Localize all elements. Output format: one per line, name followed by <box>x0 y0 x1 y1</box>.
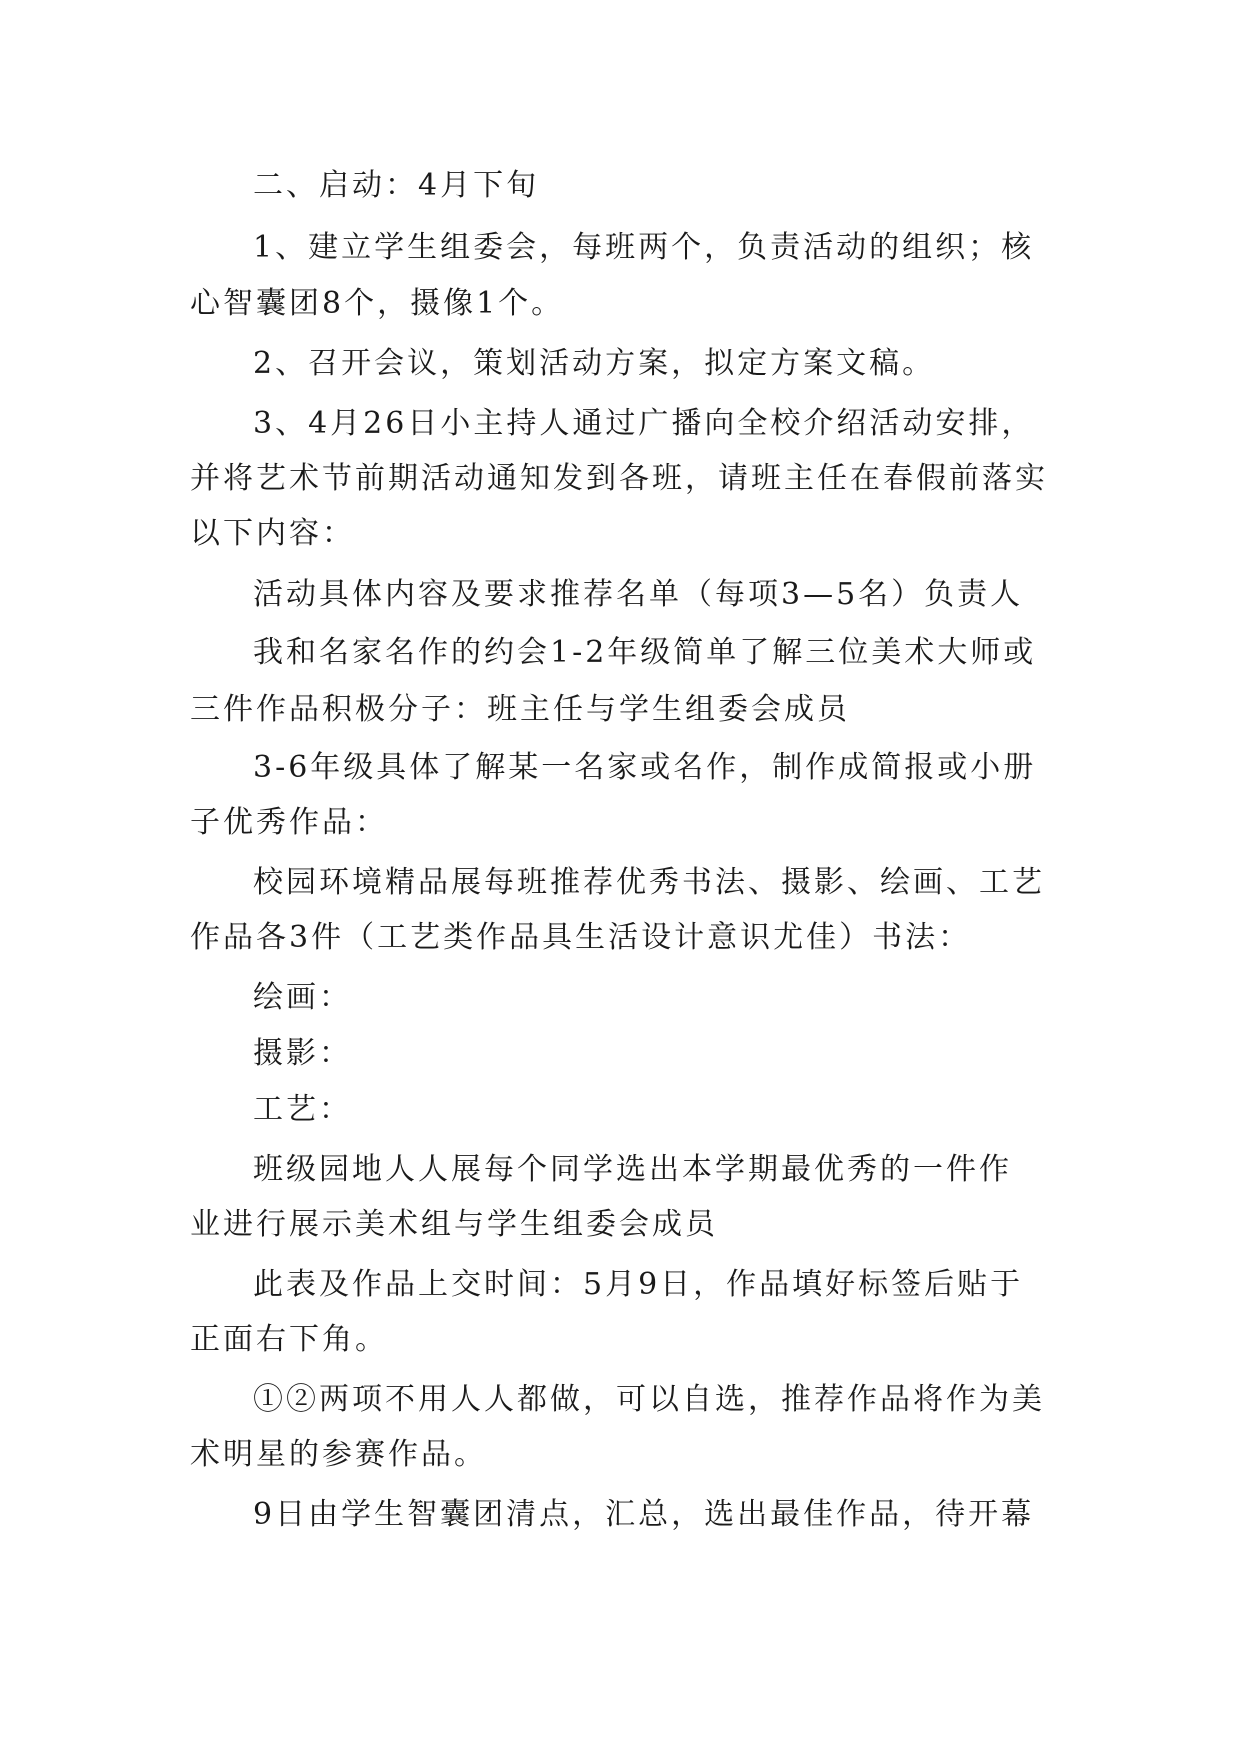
paragraph-line: 此表及作品上交时间：5月9日，作品填好标签后贴于 <box>253 1267 1024 1302</box>
paragraph-line: 摄影： <box>253 1036 352 1071</box>
paragraph-line: 1、建立学生组委会，每班两个，负责活动的组织；核 <box>253 230 1035 265</box>
paragraph-line: 三件作品积极分子：班主任与学生组委会成员 <box>190 692 850 727</box>
paragraph-line: 活动具体内容及要求推荐名单（每项3—5名）负责人 <box>253 577 1024 612</box>
paragraph-line: 3-6年级具体了解某一名家或名作，制作成简报或小册 <box>253 750 1037 785</box>
paragraph-line: 班级园地人人展每个同学选出本学期最优秀的一件作 <box>253 1152 1012 1187</box>
paragraph-line: 我和名家名作的约会1-2年级简单了解三位美术大师或 <box>253 635 1037 670</box>
paragraph-line: 子优秀作品： <box>190 805 388 840</box>
paragraph-line: 工艺： <box>253 1092 352 1127</box>
heading-start: 二、启动：4月下旬 <box>253 168 540 203</box>
paragraph-line: 9日由学生智囊团清点，汇总，选出最佳作品，待开幕 <box>253 1497 1035 1532</box>
paragraph-line: ①②两项不用人人都做，可以自选，推荐作品将作为美 <box>253 1382 1045 1417</box>
paragraph-line: 以下内容： <box>190 516 355 551</box>
paragraph-line: 绘画： <box>253 980 352 1015</box>
paragraph-line: 2、召开会议，策划活动方案，拟定方案文稿。 <box>253 346 936 381</box>
paragraph-line: 心智囊团8个，摄像1个。 <box>190 286 565 321</box>
paragraph-line: 校园环境精品展每班推荐优秀书法、摄影、绘画、工艺 <box>253 865 1045 900</box>
paragraph-line: 术明星的参赛作品。 <box>190 1437 487 1472</box>
paragraph-line: 正面右下角。 <box>190 1322 388 1357</box>
paragraph-line: 业进行展示美术组与学生组委会成员 <box>190 1207 718 1242</box>
paragraph-line: 作品各3件（工艺类作品具生活设计意识尤佳）书法： <box>190 920 972 955</box>
paragraph-line: 3、4月26日小主持人通过广播向全校介绍活动安排， <box>253 406 1035 441</box>
paragraph-line: 并将艺术节前期活动通知发到各班，请班主任在春假前落实 <box>190 461 1048 496</box>
